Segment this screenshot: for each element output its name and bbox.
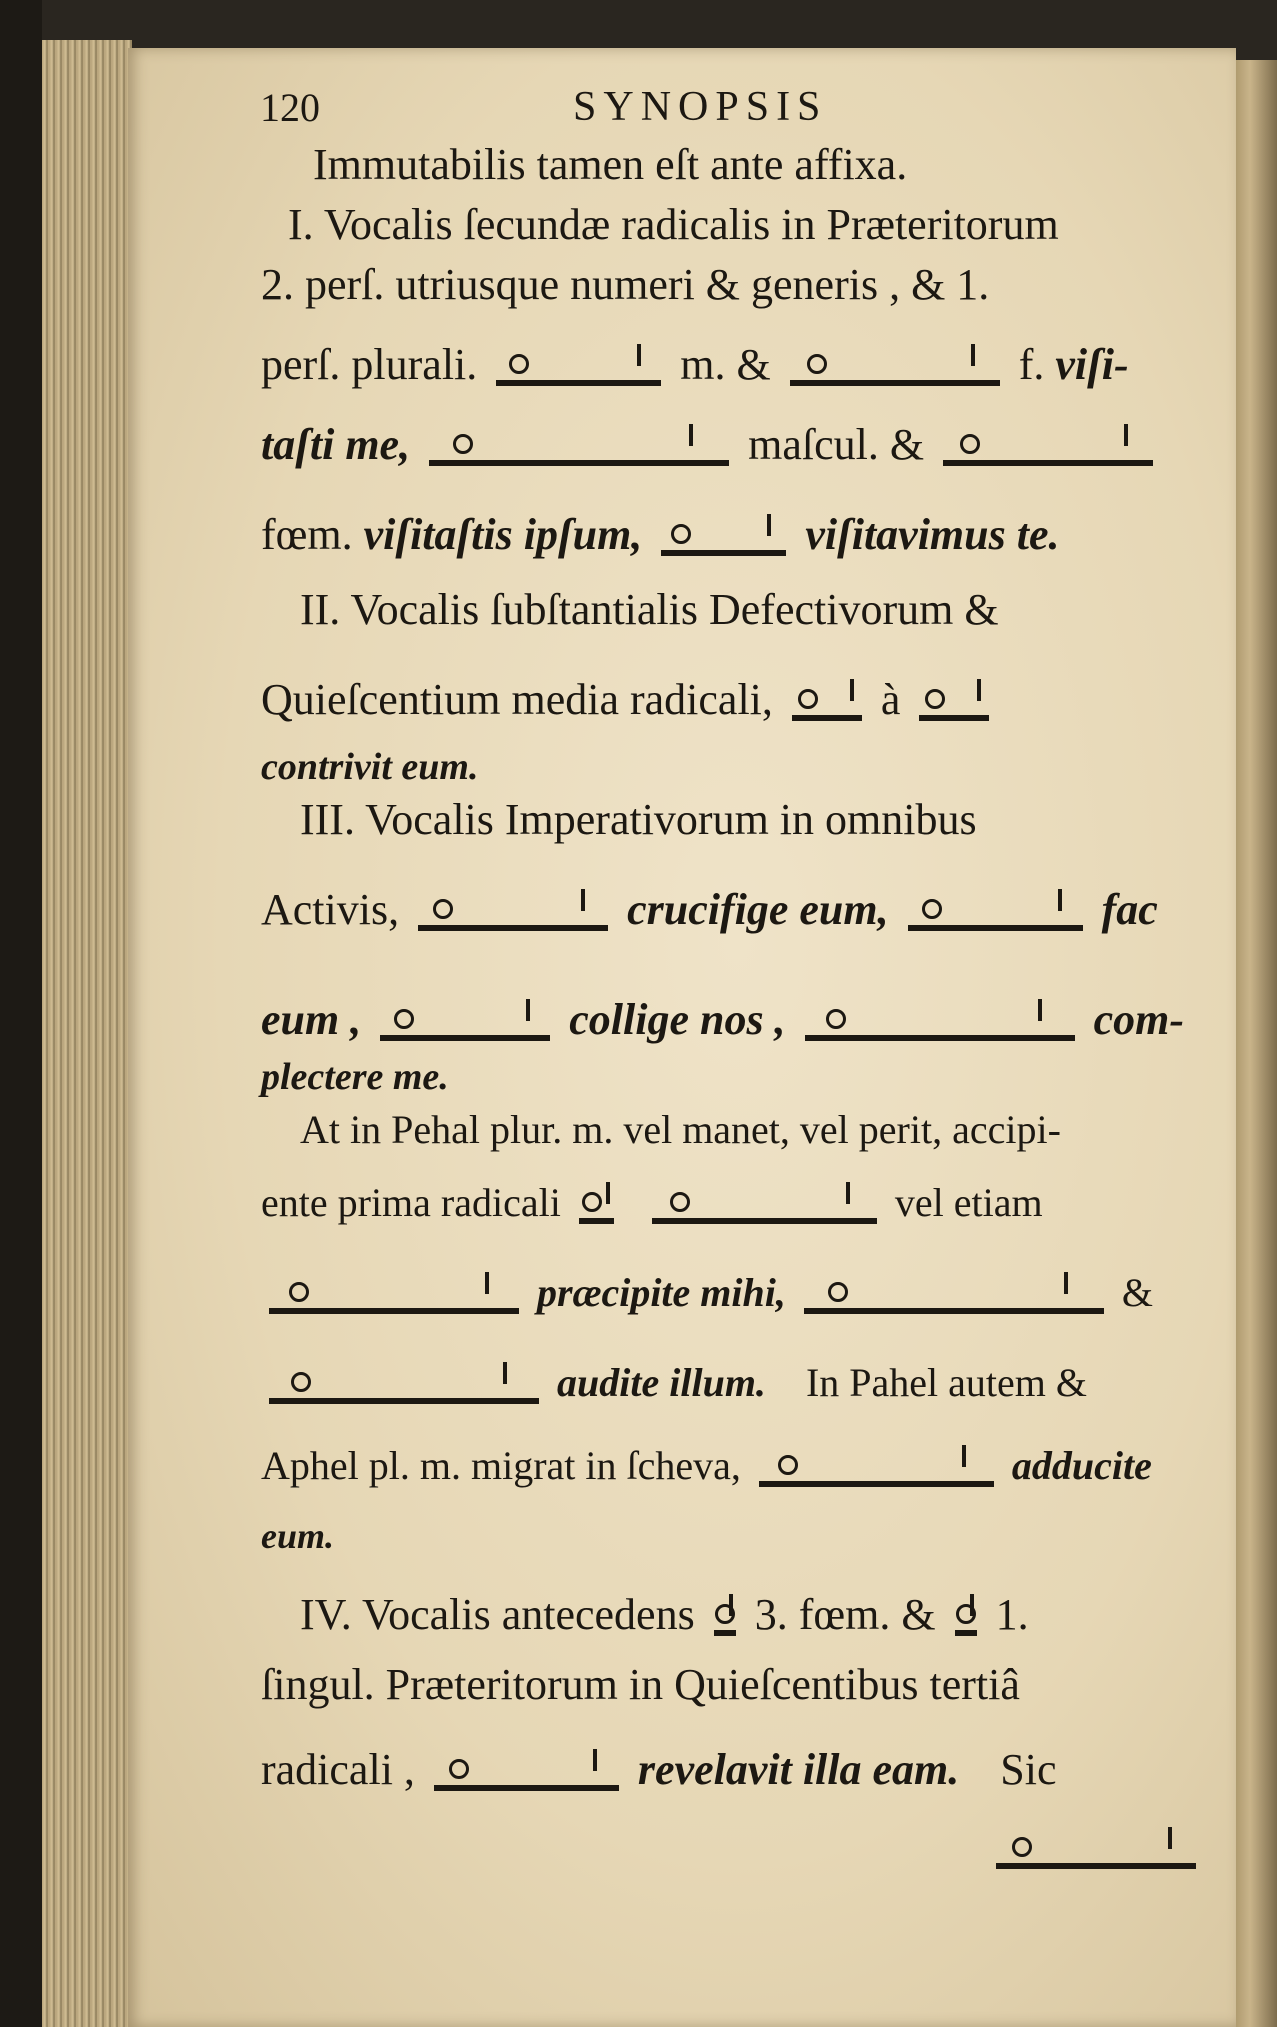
text-line: Immutabilis tamen eſt ante affixa. [313,140,908,189]
text-line: præcipite mihi, & [261,1273,1153,1314]
text-line [988,1826,1204,1870]
text-line: perſ. plurali. m. & f. viſi- [261,340,1129,389]
text-line: ente prima radicali vel etiam [261,1180,1043,1225]
running-title: SYNOPSIS [573,84,828,130]
syriac-word [496,352,661,386]
text-line: III. Vocalis Imperativorum in omnibus [300,795,977,844]
syriac-word [759,1453,994,1487]
syriac-word [919,687,989,721]
page-stack-left [42,40,132,2027]
syriac-letter [714,1602,736,1636]
syriac-word [792,687,862,721]
syriac-word [434,1757,619,1791]
syriac-word [908,897,1083,931]
text-line: eum , collige nos , com- [261,995,1184,1044]
syriac-word [418,897,608,931]
syriac-vowel-sign [579,1190,614,1224]
text-line: radicali , revelavit illa eam. Sic [261,1745,1057,1794]
syriac-word [652,1190,877,1224]
text-line: plectere me. [261,1056,449,1098]
text-line: taſti me, maſcul. & [261,423,1161,467]
text-line: Aphel pl. m. migrat in ſcheva, adducite [261,1443,1152,1488]
page-stack-right [1232,60,1277,2027]
syriac-word [790,352,1000,386]
text-line: IV. Vocalis antecedens 3. fœm. & 1. [300,1590,1029,1639]
text-line: Quieſcentium media radicali, à [261,678,997,722]
syriac-word [429,432,729,466]
text-line: 2. perſ. utriusque numeri & generis , & 1. [261,260,990,309]
syriac-letter [955,1602,977,1636]
text-line: I. Vocalis ſecundæ radicalis in Præteritorum [288,200,1059,249]
book-spine-shadow [0,0,42,2027]
text-line: fœm. viſitaſtis ipſum, viſitavimus te. [261,510,1060,559]
page-number: 120 [260,85,320,130]
text-line: II. Vocalis ſubſtantialis Defectivorum & [300,585,999,634]
text-line: ſingul. Præteritorum in Quieſcentibus tertiâ [261,1660,1020,1709]
text-line: At in Pehal plur. m. vel manet, vel perit, accipi- [300,1107,1061,1152]
text-line: Activis, crucifige eum, fac [261,885,1158,934]
syriac-word [269,1280,519,1314]
book-page [128,48,1236,2027]
text-line: audite illum. In Pahel autem & [261,1363,1087,1404]
text-line: eum. [261,1516,335,1556]
syriac-word [380,1007,550,1041]
text-line: contrivit eum. [261,746,479,788]
syriac-word [805,1007,1075,1041]
syriac-word [661,522,786,556]
syriac-word [996,1835,1196,1869]
syriac-word [943,432,1153,466]
syriac-word [269,1370,539,1404]
syriac-word [804,1280,1104,1314]
